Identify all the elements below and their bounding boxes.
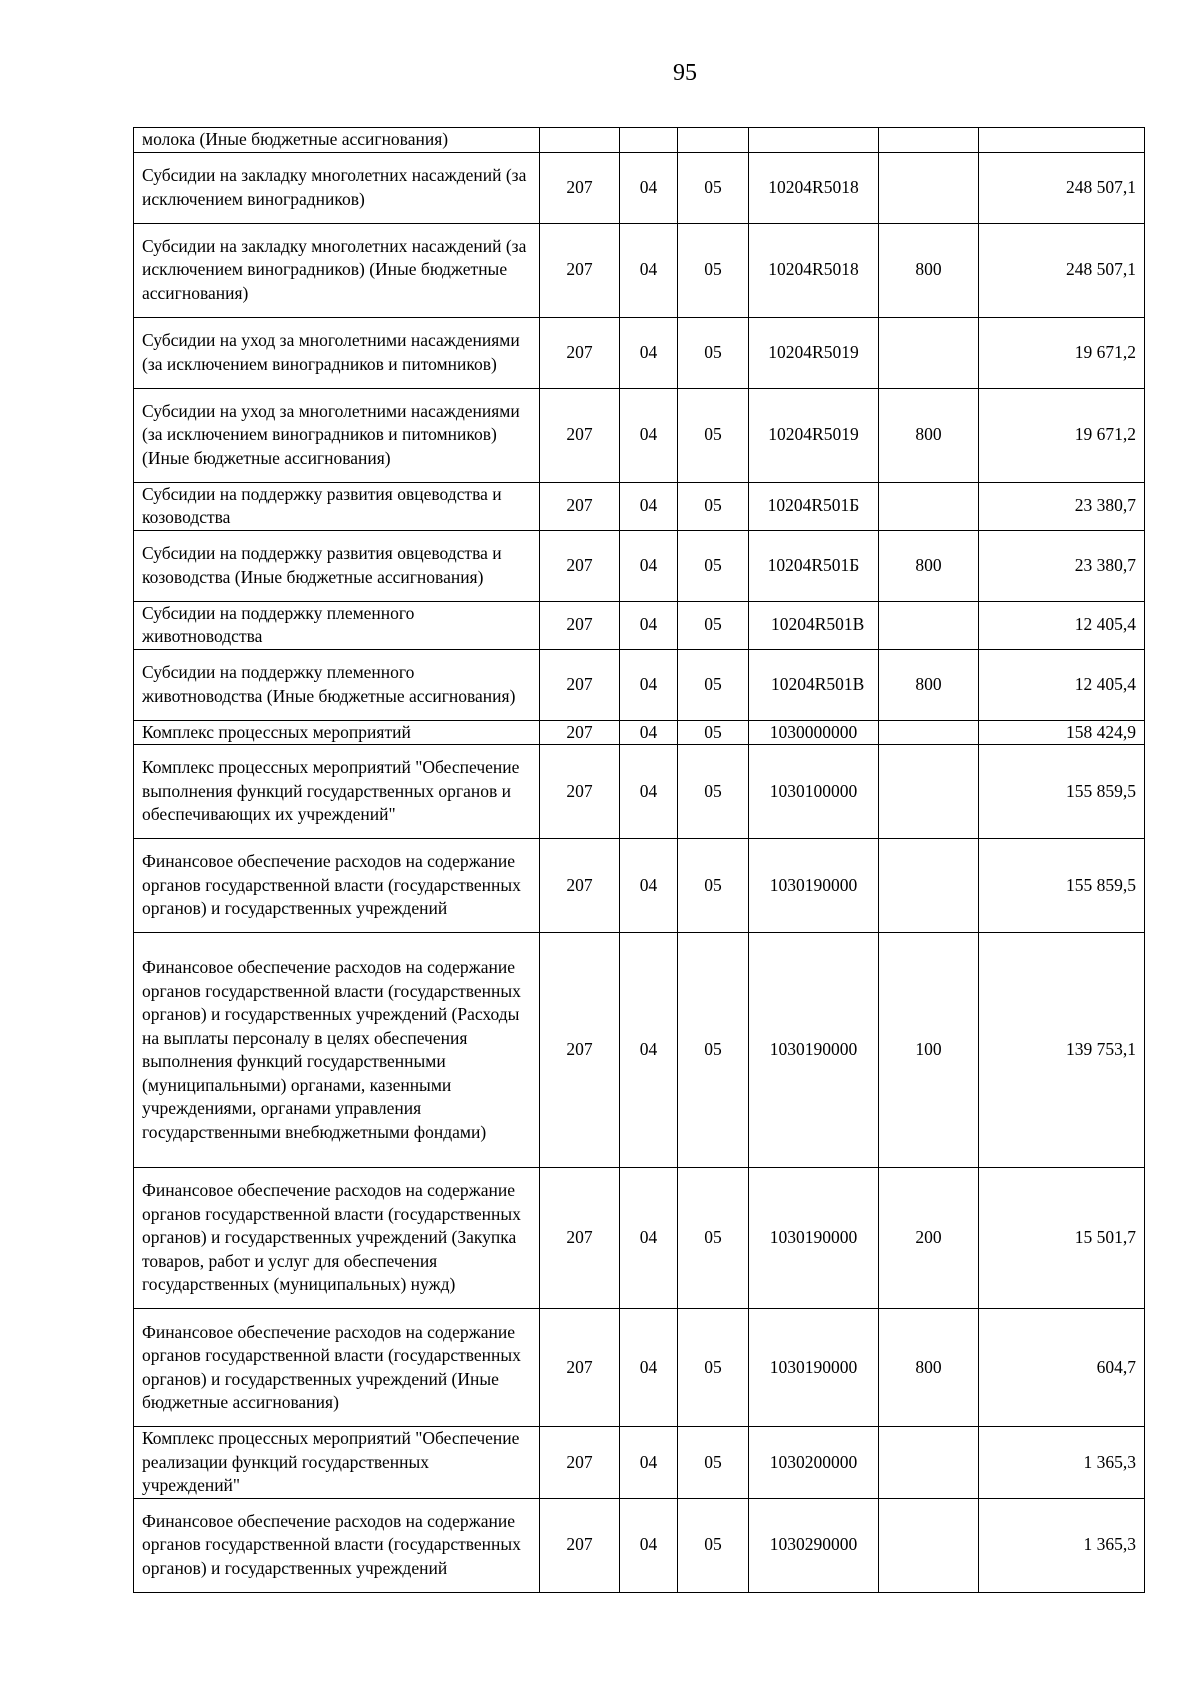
row-amount: 19 671,2	[979, 317, 1145, 388]
row-code: 207	[540, 482, 620, 530]
row-code: 207	[540, 317, 620, 388]
row-target	[749, 128, 879, 153]
table-row	[134, 745, 1145, 839]
row-subsection: 05	[678, 223, 749, 317]
row-target: 10204R5019	[749, 388, 879, 482]
table-row	[134, 530, 1145, 601]
row-target: 10204R5018	[749, 152, 879, 223]
row-target: 1030190000	[749, 1309, 879, 1427]
row-code: 207	[540, 388, 620, 482]
table-row	[134, 152, 1145, 223]
row-amount: 155 859,5	[979, 839, 1145, 933]
row-code: 207	[540, 745, 620, 839]
row-section: 04	[620, 388, 678, 482]
row-section: 04	[620, 223, 678, 317]
row-target: 1030000000	[749, 720, 879, 745]
row-target: 1030190000	[749, 839, 879, 933]
row-section: 04	[620, 601, 678, 649]
row-exp-type	[879, 745, 979, 839]
row-amount: 23 380,7	[979, 482, 1145, 530]
row-amount: 248 507,1	[979, 152, 1145, 223]
row-code: 207	[540, 601, 620, 649]
table-row	[134, 128, 1145, 153]
row-amount: 248 507,1	[979, 223, 1145, 317]
row-exp-type: 800	[879, 388, 979, 482]
page-number: 95	[673, 60, 697, 86]
table-row	[134, 317, 1145, 388]
row-name: Субсидии на уход за многолетними насаждениями (за исключением виноградников и питомников) (Иные бюджетные ассигнования)	[134, 388, 540, 482]
row-target: 1030100000	[749, 745, 879, 839]
row-section	[620, 128, 678, 153]
row-target: 1030190000	[749, 933, 879, 1168]
row-subsection: 05	[678, 317, 749, 388]
row-amount: 1 365,3	[979, 1498, 1145, 1592]
row-subsection: 05	[678, 1309, 749, 1427]
row-name: Субсидии на закладку многолетних насаждений (за исключением виноградников)	[134, 152, 540, 223]
row-section: 04	[620, 1168, 678, 1309]
row-name: Субсидии на поддержку развития овцеводства и козоводства	[134, 482, 540, 530]
row-section: 04	[620, 1427, 678, 1499]
row-subsection: 05	[678, 152, 749, 223]
row-name: Субсидии на уход за многолетними насаждениями (за исключением виноградников и питомников)	[134, 317, 540, 388]
row-subsection: 05	[678, 745, 749, 839]
row-exp-type	[879, 482, 979, 530]
table-row	[134, 1168, 1145, 1309]
row-amount: 12 405,4	[979, 649, 1145, 720]
row-name: Субсидии на поддержку племенного животноводства (Иные бюджетные ассигнования)	[134, 649, 540, 720]
row-exp-type: 800	[879, 1309, 979, 1427]
row-section: 04	[620, 720, 678, 745]
row-amount: 19 671,2	[979, 388, 1145, 482]
row-code: 207	[540, 152, 620, 223]
row-subsection: 05	[678, 720, 749, 745]
row-subsection: 05	[678, 388, 749, 482]
row-subsection: 05	[678, 1498, 749, 1592]
row-code: 207	[540, 530, 620, 601]
table-row	[134, 223, 1145, 317]
row-subsection: 05	[678, 839, 749, 933]
row-target: 10204R501Б	[749, 482, 879, 530]
row-exp-type	[879, 1427, 979, 1499]
row-target: 1030290000	[749, 1498, 879, 1592]
row-exp-type	[879, 152, 979, 223]
row-exp-type	[879, 839, 979, 933]
row-subsection: 05	[678, 1168, 749, 1309]
row-target: 10204R501В	[749, 601, 879, 649]
row-code: 207	[540, 933, 620, 1168]
row-exp-type	[879, 720, 979, 745]
row-code: 207	[540, 1427, 620, 1499]
row-code: 207	[540, 223, 620, 317]
row-section: 04	[620, 839, 678, 933]
budget-table	[133, 127, 1145, 1593]
table-row	[134, 933, 1145, 1168]
table-row	[134, 839, 1145, 933]
row-amount: 158 424,9	[979, 720, 1145, 745]
row-section: 04	[620, 530, 678, 601]
row-exp-type	[879, 601, 979, 649]
row-amount: 604,7	[979, 1309, 1145, 1427]
row-code: 207	[540, 839, 620, 933]
row-code: 207	[540, 1309, 620, 1427]
row-name: Субсидии на поддержку племенного животноводства	[134, 601, 540, 649]
row-name: молока (Иные бюджетные ассигнования)	[134, 128, 540, 153]
row-amount: 139 753,1	[979, 933, 1145, 1168]
row-name: Финансовое обеспечение расходов на содержание органов государственной власти (государственных органов) и государственных учреждений (Расходы на выплаты персоналу в целях обеспечения выполнения функций государственными (муниципальными) органами, казенными учреждениями, органами управления государственными внебюджетными фондами)	[134, 933, 540, 1168]
row-exp-type: 800	[879, 223, 979, 317]
row-subsection: 05	[678, 1427, 749, 1499]
row-subsection: 05	[678, 601, 749, 649]
table-row	[134, 388, 1145, 482]
row-amount: 155 859,5	[979, 745, 1145, 839]
row-exp-type	[879, 128, 979, 153]
row-name: Финансовое обеспечение расходов на содержание органов государственной власти (государственных органов) и государственных учреждений (Закупка товаров, работ и услуг для обеспечения государственных (муниципальных) нужд)	[134, 1168, 540, 1309]
row-subsection: 05	[678, 933, 749, 1168]
row-section: 04	[620, 317, 678, 388]
table-row	[134, 601, 1145, 649]
row-subsection: 05	[678, 649, 749, 720]
row-name: Субсидии на поддержку развития овцеводства и козоводства (Иные бюджетные ассигнования)	[134, 530, 540, 601]
row-exp-type: 800	[879, 649, 979, 720]
budget-table-body	[134, 128, 1145, 1593]
row-section: 04	[620, 152, 678, 223]
row-code: 207	[540, 1168, 620, 1309]
row-name: Комплекс процессных мероприятий	[134, 720, 540, 745]
row-code: 207	[540, 1498, 620, 1592]
row-name: Финансовое обеспечение расходов на содержание органов государственной власти (государственных органов) и государственных учреждений	[134, 839, 540, 933]
row-amount: 12 405,4	[979, 601, 1145, 649]
row-code: 207	[540, 649, 620, 720]
row-exp-type	[879, 1498, 979, 1592]
row-target: 10204R501Б	[749, 530, 879, 601]
row-name: Финансовое обеспечение расходов на содержание органов государственной власти (государственных органов) и государственных учреждений (Иные бюджетные ассигнования)	[134, 1309, 540, 1427]
row-section: 04	[620, 649, 678, 720]
table-row	[134, 720, 1145, 745]
row-name: Комплекс процессных мероприятий "Обеспечение реализации функций государственных учреждений"	[134, 1427, 540, 1499]
row-subsection: 05	[678, 482, 749, 530]
table-row	[134, 649, 1145, 720]
row-exp-type: 800	[879, 530, 979, 601]
row-subsection: 05	[678, 530, 749, 601]
row-target: 10204R501В	[749, 649, 879, 720]
row-code: 207	[540, 720, 620, 745]
row-amount: 23 380,7	[979, 530, 1145, 601]
row-exp-type: 100	[879, 933, 979, 1168]
row-section: 04	[620, 1309, 678, 1427]
row-name: Финансовое обеспечение расходов на содержание органов государственной власти (государственных органов) и государственных учреждений	[134, 1498, 540, 1592]
row-section: 04	[620, 745, 678, 839]
row-amount	[979, 128, 1145, 153]
row-target: 1030200000	[749, 1427, 879, 1499]
row-name: Субсидии на закладку многолетних насаждений (за исключением виноградников) (Иные бюджетные ассигнования)	[134, 223, 540, 317]
row-amount: 15 501,7	[979, 1168, 1145, 1309]
row-amount: 1 365,3	[979, 1427, 1145, 1499]
row-exp-type: 200	[879, 1168, 979, 1309]
table-row	[134, 1309, 1145, 1427]
row-section: 04	[620, 482, 678, 530]
table-row	[134, 482, 1145, 530]
row-section: 04	[620, 1498, 678, 1592]
row-target: 1030190000	[749, 1168, 879, 1309]
row-exp-type	[879, 317, 979, 388]
row-code	[540, 128, 620, 153]
table-row	[134, 1498, 1145, 1592]
table-row	[134, 1427, 1145, 1499]
row-section: 04	[620, 933, 678, 1168]
row-subsection	[678, 128, 749, 153]
row-target: 10204R5018	[749, 223, 879, 317]
row-name: Комплекс процессных мероприятий "Обеспечение выполнения функций государственных органов и обеспечивающих их учреждений"	[134, 745, 540, 839]
row-target: 10204R5019	[749, 317, 879, 388]
